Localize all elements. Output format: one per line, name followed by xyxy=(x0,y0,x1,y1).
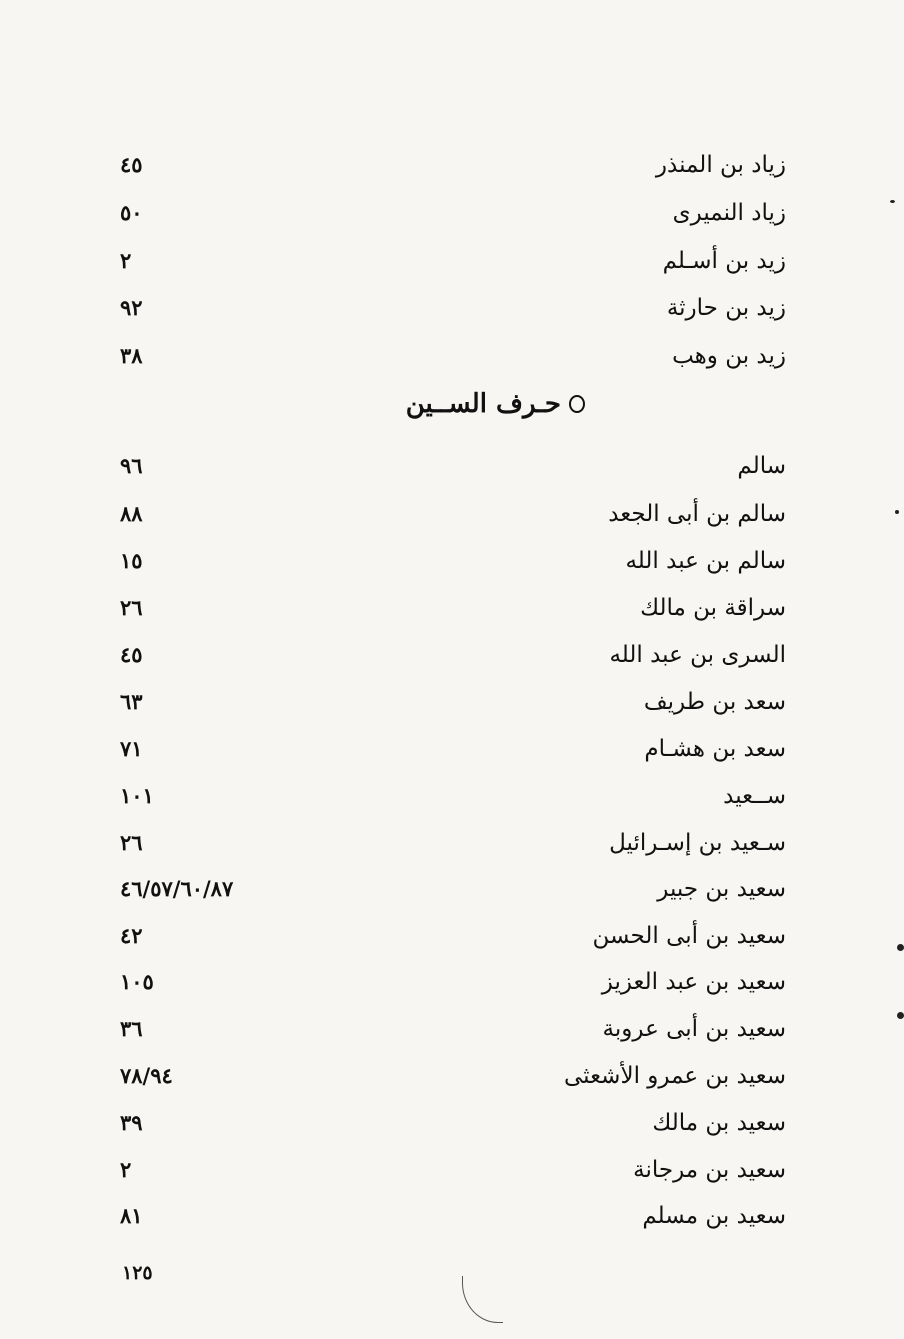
circle-icon xyxy=(569,395,585,413)
index-entry xyxy=(0,1009,904,1049)
page-number: ١٢٥ xyxy=(122,1262,153,1284)
index-entry xyxy=(0,823,904,863)
index-entry xyxy=(0,776,904,816)
entry-pages: ٨١ xyxy=(120,1203,143,1228)
entry-name: زيد بن وهب xyxy=(672,343,786,369)
entry-name: سعيد بن أبى عروبة xyxy=(602,1016,786,1042)
index-entry xyxy=(0,494,904,534)
index-entry xyxy=(0,288,904,328)
index-entry xyxy=(0,635,904,675)
entry-name: سالم بن أبى الجعد xyxy=(608,501,786,527)
entry-pages: ٥٠ xyxy=(120,200,143,225)
entry-name: زياد بن المنذر xyxy=(655,152,786,178)
scan-speck xyxy=(890,200,895,203)
entry-pages: ٤٥ xyxy=(120,642,143,667)
index-entry xyxy=(0,1056,904,1096)
scan-speck xyxy=(897,1012,904,1019)
entry-pages: ٧٨/٩٤ xyxy=(120,1063,173,1088)
entry-pages: ٣٩ xyxy=(120,1110,143,1135)
entry-name: سعيد بن مالك xyxy=(652,1110,786,1136)
entry-pages: ٤٢ xyxy=(120,923,143,948)
entry-pages: ٩٦ xyxy=(120,453,143,478)
index-entry xyxy=(0,541,904,581)
entry-name: زياد النميرى xyxy=(672,200,786,226)
entry-name: سعد بن هشـام xyxy=(644,736,786,762)
entry-name: سعيد بن عمرو الأشعثى xyxy=(563,1063,786,1089)
index-entry xyxy=(0,962,904,1002)
scan-speck xyxy=(897,944,904,951)
index-entry xyxy=(0,588,904,628)
entry-pages: ٨٨ xyxy=(120,501,143,526)
entry-pages: ٢٦ xyxy=(120,830,143,855)
entry-name: سعيد بن مرجانة xyxy=(633,1157,786,1183)
index-entry xyxy=(0,682,904,722)
index-entry xyxy=(0,241,904,281)
index-entry xyxy=(0,446,904,486)
entry-pages: ٢٦ xyxy=(120,595,143,620)
entry-pages: ٢ xyxy=(120,1157,132,1182)
index-entry xyxy=(0,193,904,233)
entry-name: سراقة بن مالك xyxy=(640,595,786,621)
scan-speck xyxy=(895,510,899,514)
entry-pages: ٣٦ xyxy=(120,1016,143,1041)
entry-name: سالم xyxy=(737,453,786,479)
entry-pages: ١٠٥ xyxy=(120,969,154,994)
index-entry xyxy=(0,916,904,956)
entry-name: زيد بن أسـلم xyxy=(662,248,786,274)
entry-pages: ٢ xyxy=(120,248,132,273)
index-entry xyxy=(0,869,904,909)
scan-curve-mark xyxy=(462,1276,503,1323)
entry-pages: ٣٨ xyxy=(120,343,143,368)
entry-pages: ٩٢ xyxy=(120,295,143,320)
entry-name: سـعيد بن إسـرائيل xyxy=(609,830,786,856)
index-entry xyxy=(0,145,904,185)
entry-name: سعيد بن أبى الحسن xyxy=(592,923,786,949)
index-entry xyxy=(0,1103,904,1143)
entry-pages: ٤٦/٥٧/٦٠/٨٧ xyxy=(120,876,234,901)
entry-pages: ١٠١ xyxy=(120,783,154,808)
entry-pages: ٦٣ xyxy=(120,689,143,714)
entry-pages: ٧١ xyxy=(120,736,143,761)
entry-name: سعيد بن جبير xyxy=(657,876,786,902)
entry-name: سعد بن طريف xyxy=(643,689,786,715)
section-heading-sin xyxy=(340,382,585,426)
index-entry xyxy=(0,1150,904,1190)
entry-name: ســعيد xyxy=(723,783,786,809)
index-entry xyxy=(0,729,904,769)
entry-name: السرى بن عبد الله xyxy=(609,642,786,668)
section-heading-text: حـرف الســين xyxy=(405,389,561,419)
entry-name: زيد بن حارثة xyxy=(666,295,786,321)
entry-name: سعيد بن عبد العزيز xyxy=(601,969,786,995)
entry-name: سعيد بن مسلم xyxy=(642,1203,786,1229)
index-entry xyxy=(0,1196,904,1236)
entry-pages: ١٥ xyxy=(120,548,143,573)
entry-name: سالم بن عبد الله xyxy=(625,548,786,574)
index-entry xyxy=(0,336,904,376)
entry-pages: ٤٥ xyxy=(120,152,143,177)
